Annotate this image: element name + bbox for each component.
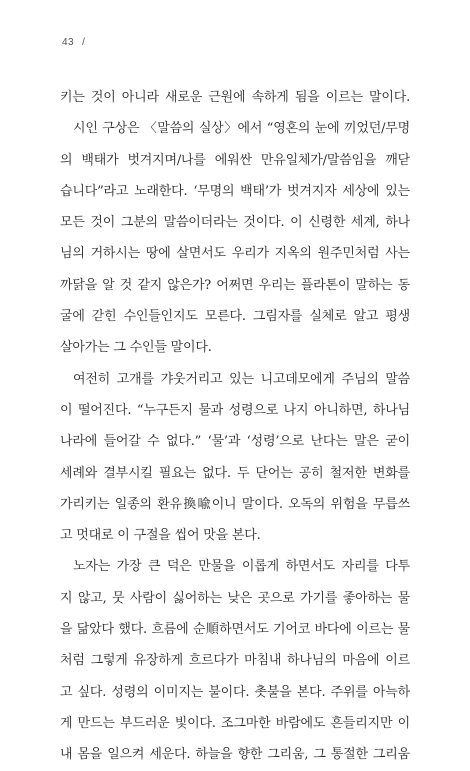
folio-separator: / bbox=[82, 37, 86, 48]
text-line: 시인 구상은 〈말씀의 실상〉에서 “영혼의 눈에 끼었던/무명 bbox=[73, 121, 410, 137]
text-line: 지 않고, 뭇 사람이 싫어하는 낮은 곳으로 가기를 좋아하는 물 bbox=[60, 590, 410, 606]
text-line: 고 멋대로 이 구절을 씹어 맛을 본다. bbox=[60, 528, 261, 544]
text-line: 게 만드는 부드러운 빛이다. 조그마한 바람에도 흔들리지만 이 bbox=[60, 715, 410, 731]
body-text bbox=[60, 82, 410, 771]
text-line: 습니다”라고 노래한다. ‘무명의 백태’가 벗겨지자 세상에 있는 bbox=[60, 183, 410, 199]
text-line: 노자는 가장 큰 덕은 만물을 이롭게 하면서도 자리를 다투 bbox=[73, 559, 410, 575]
text-line: 처럼 그렇게 유장하게 흐르다가 마침내 하나님의 마음에 이르 bbox=[60, 653, 410, 669]
text-line: 가리키는 일종의 환유換喩이니 말이다. 오독의 위험을 무릅쓰 bbox=[60, 496, 410, 512]
text-line: 모든 것이 그분의 말씀이더라는 것이다. 이 신령한 세계, 하나 bbox=[60, 215, 410, 231]
text-line: 의 백태가 벗겨지며/나를 에워싼 만유일체가/말씀임을 깨닫 bbox=[60, 152, 410, 168]
text-line: 여전히 고개를 갸웃거리고 있는 니고데모에게 주님의 말씀 bbox=[73, 371, 410, 387]
text-line: 나라에 들어갈 수 없다.” ‘물’과 ‘성령’으로 난다는 말은 굳이 bbox=[60, 434, 410, 450]
text-line: 님의 거하시는 땅에 살면서도 우리가 지옥의 원주민처럼 사는 bbox=[60, 246, 410, 262]
text-line: 이 떨어진다. “누구든지 물과 성령으로 나지 아니하면, 하나님 bbox=[60, 402, 410, 418]
text-line: 굴에 갇힌 수인들인지도 모른다. 그림자를 실체로 알고 평생 bbox=[60, 309, 410, 325]
page-folio bbox=[62, 37, 85, 48]
text-line: 내 몸을 일으켜 세운다. 하늘을 향한 그리움, 그 통절한 그리움 bbox=[60, 747, 410, 763]
text-line: 세례와 결부시킬 필요는 없다. 두 단어는 공히 철저한 변화를 bbox=[60, 465, 410, 481]
page-number: 43 bbox=[62, 37, 75, 48]
text-line: 키는 것이 아니라 새로운 근원에 속하게 됨을 이르는 말이다. bbox=[60, 90, 410, 105]
text-line: 까닭을 알 것 같지 않은가? 어쩌면 우리는 플라톤이 말하는 동 bbox=[60, 277, 410, 293]
text-line: 살아가는 그 수인들 말이다. bbox=[60, 340, 212, 356]
text-line: 을 닮았다 했다. 흐름에 순順하면서도 기어코 바다에 이르는 물 bbox=[60, 622, 410, 638]
text-line: 고 싶다. 성령의 이미지는 불이다. 촛불을 본다. 주위를 아늑하 bbox=[60, 684, 410, 700]
